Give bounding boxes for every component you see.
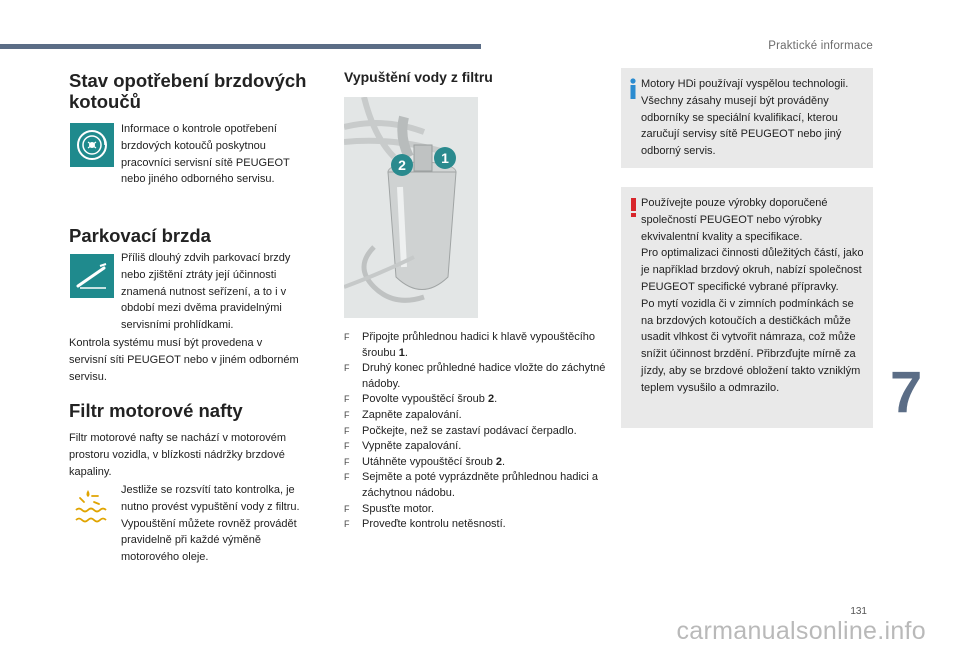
header-bar — [0, 44, 481, 49]
brake-disc-icon — [70, 123, 114, 167]
drain-step — [344, 470, 609, 501]
step-text: Počkejte, než se zastaví podávací čerpadlo. — [362, 424, 577, 437]
step-text: Povolte vypouštěcí šroub — [362, 393, 488, 406]
brake-wear-heading: Stav opotřebení brzdových kotoučů — [69, 70, 307, 112]
warning-line: Používejte pouze výrobky doporučené společností PEUGEOT nebo výrobky ekvivalentní kvality a specifikace. — [641, 197, 828, 243]
step-bullet-icon: F — [344, 441, 350, 452]
warning-box-text — [641, 195, 869, 397]
step-bullet-icon: F — [344, 394, 350, 405]
step-text: Zapněte zapalování. — [362, 408, 462, 421]
step-bullet-icon: F — [344, 425, 350, 436]
fuel-filter-photo — [344, 97, 478, 318]
info-icon — [627, 78, 641, 105]
chapter-number: 7 — [890, 360, 923, 425]
watermark: carmanualsonline.info — [676, 617, 926, 645]
drain-step — [344, 517, 609, 533]
photo-label-2: 2 — [398, 157, 406, 173]
step-text: Utáhněte vypouštěcí šroub — [362, 455, 496, 468]
fuel-filter-heading: Filtr motorové nafty — [69, 400, 243, 421]
step-bullet-icon: F — [344, 472, 350, 483]
info-box-text: Motory HDi používají vyspělou technologii. Všechny zásahy musejí být prováděny odborníky se speciální kvalifikací, kterou zaručují servisy sítě PEUGEOT nebo jiný odborný servis. — [641, 78, 849, 158]
page-number: 131 — [850, 606, 867, 617]
step-bullet-icon: F — [344, 409, 350, 420]
step-ref: 2 — [495, 455, 503, 468]
warning-box — [621, 187, 873, 428]
exclamation-icon — [627, 197, 641, 224]
drain-step: F Povolte vypouštěcí šroub 2. — [344, 392, 609, 408]
step-text: Druhý konec průhledné hadice vložte do záchytné nádoby. — [362, 362, 606, 390]
drain-step — [344, 361, 609, 392]
drain-water-heading: Vypuštění vody z filtru — [344, 69, 493, 85]
warning-line: Pro optimalizaci činnosti důležitých částí, jako je například brzdový okruh, nabízí společnost PEUGEOT specifické vybrané přípravky. — [641, 247, 864, 293]
fuel-filter-intro: Filtr motorové nafty se nachází v motorovém prostoru vozidla, v blízkosti nádržky brzdové kapaliny. — [69, 432, 287, 478]
drain-step — [344, 424, 609, 440]
step-bullet-icon: F — [344, 363, 350, 374]
water-in-diesel-icon — [70, 484, 114, 528]
brake-wear-text: Informace o kontrole opotřebení brzdových kotoučů poskytnou pracovníci servisní sítě PEUGEOT nebo jiného odborného servisu. — [121, 123, 290, 186]
photo-label-1: 1 — [441, 150, 449, 166]
parking-brake-lever-icon — [70, 254, 114, 298]
parking-brake-text: Příliš dlouhý zdvih parkovací brzdy nebo zjištění ztráty její účinnosti znamená nutnost seřízení, a to i v období mezi dvěma pravidelnými servisními prohlídkami. — [121, 252, 291, 332]
step-bullet-icon: F — [344, 519, 350, 530]
step-text: Proveďte kontrolu netěsností. — [362, 518, 506, 531]
drain-step — [344, 502, 609, 518]
info-box — [621, 68, 873, 168]
fuel-filter-warning: Jestliže se rozsvítí tato kontrolka, je nutno provést vypuštění vody z filtru. Vypouštění můžete rovněž provádět pravidelně při každé výměně motorového oleje. — [121, 484, 300, 564]
parking-brake-heading: Parkovací brzda — [69, 225, 211, 246]
drain-step — [344, 439, 609, 455]
step-ref: 1 — [398, 346, 405, 359]
step-bullet-icon: F — [344, 456, 350, 467]
step-ref: 2 — [487, 393, 495, 406]
section-title: Praktické informace — [768, 40, 873, 52]
step-bullet-icon: F — [344, 332, 350, 342]
step-text: Připojte průhlednou hadici k hlavě vypouštěcího šroubu — [362, 331, 595, 359]
parking-brake-note: Kontrola systému musí být provedena v servisní síti PEUGEOT nebo v jiném odborném servisu. — [69, 337, 299, 383]
drain-steps-list — [344, 330, 609, 533]
drain-step — [344, 408, 609, 424]
warning-line: Po mytí vozidla či v zimních podmínkách se na brzdových kotoučích a destičkách může usadit vlhkost či vytvořit námraza, což může snížit účinnost brzdění. Přibrzďujte mírně za jízdy, aby se brzdové obložení takto vzniklým teplem vysušilo a odmrazilo. — [641, 297, 861, 394]
step-text: Vypněte zapalování. — [362, 440, 462, 453]
drain-step: F Připojte průhlednou hadici k hlavě vypouštěcího šroubu 1. — [344, 331, 595, 359]
drain-step: F Utáhněte vypouštěcí šroub 2. — [344, 455, 609, 471]
step-text: Sejměte a poté vyprázdněte průhlednou hadici a záchytnou nádobu. — [362, 471, 599, 499]
step-text: Spusťte motor. — [362, 502, 434, 515]
step-bullet-icon: F — [344, 503, 350, 514]
